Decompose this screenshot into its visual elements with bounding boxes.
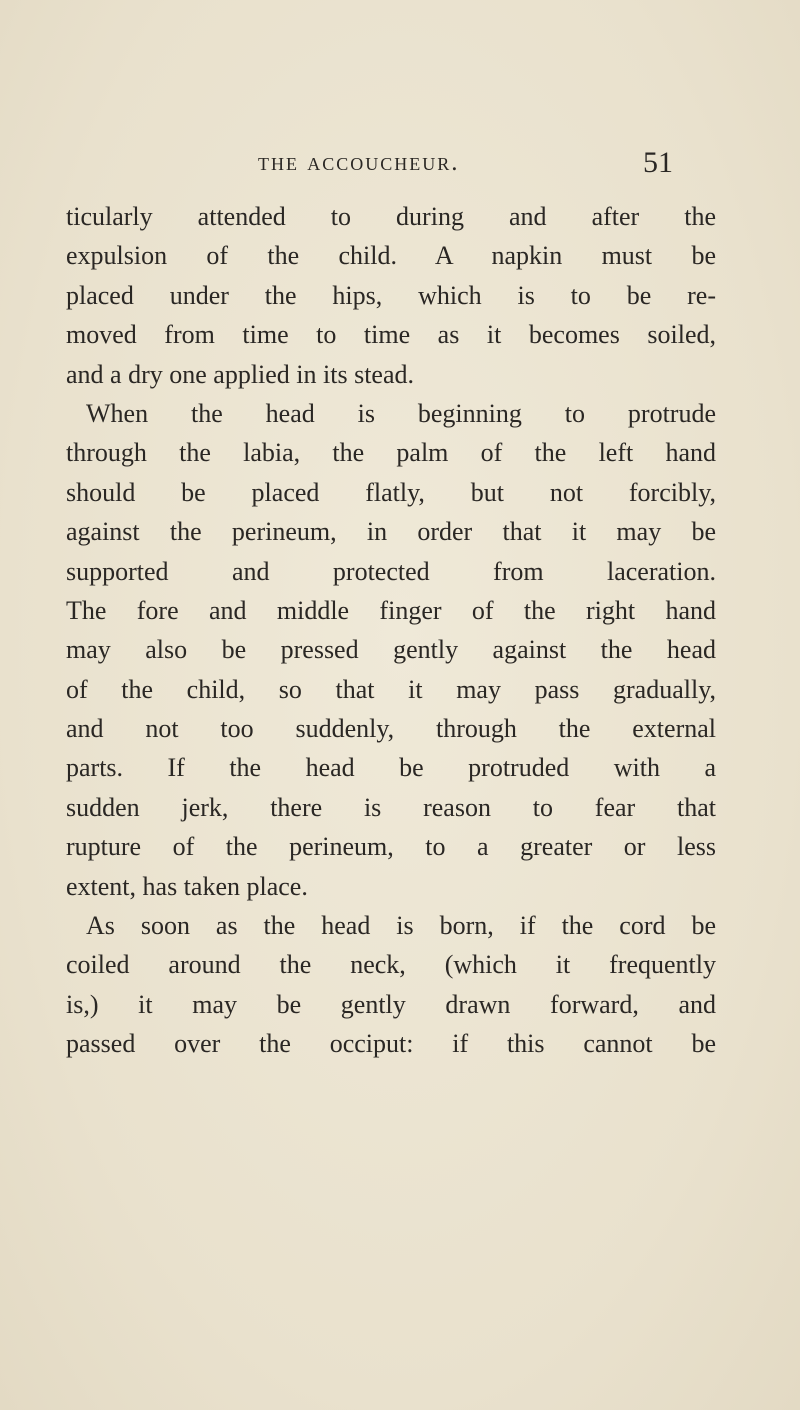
page-number: 51: [643, 146, 673, 179]
text-line: supported and protected from laceration.: [66, 556, 716, 586]
text-line: passed over the occiput: if this cannot be: [66, 1029, 716, 1059]
text-line: The fore and middle finger of the right hand: [66, 595, 716, 625]
text-line: rupture of the perineum, to a greater or less: [66, 832, 716, 862]
text-line: As soon as the head is born, if the cord be: [86, 911, 716, 941]
text-line: and not too suddenly, through the external: [66, 714, 716, 744]
text-line: parts. If the head be protruded with a: [66, 753, 716, 783]
body-text: [66, 197, 716, 1064]
text-line: is,) it may be gently drawn forward, and: [66, 989, 716, 1019]
text-line: expulsion of the child. A napkin must be: [66, 241, 716, 271]
text-line: placed under the hips, which is to be re-: [66, 280, 716, 310]
page-header: [0, 143, 800, 183]
text-line: may also be pressed gently against the head: [66, 635, 716, 665]
text-line: ticularly attended to during and after the: [66, 202, 716, 231]
text-line: sudden jerk, there is reason to fear that: [66, 792, 716, 822]
text-line: moved from time to time as it becomes soiled,: [66, 320, 716, 350]
text-line: and a dry one applied in its stead.: [66, 359, 415, 389]
text-line: of the child, so that it may pass gradually,: [66, 674, 716, 704]
text-line: should be placed flatly, but not forcibly,: [66, 477, 716, 507]
text-line: through the labia, the palm of the left hand: [66, 438, 716, 468]
running-head: the accoucheur.: [258, 149, 460, 176]
text-line: coiled around the neck, (which it frequently: [66, 950, 716, 980]
text-line: When the head is beginning to protrude: [86, 398, 716, 428]
text-line: extent, has taken place.: [66, 871, 308, 901]
text-line: against the perineum, in order that it may be: [66, 517, 716, 547]
